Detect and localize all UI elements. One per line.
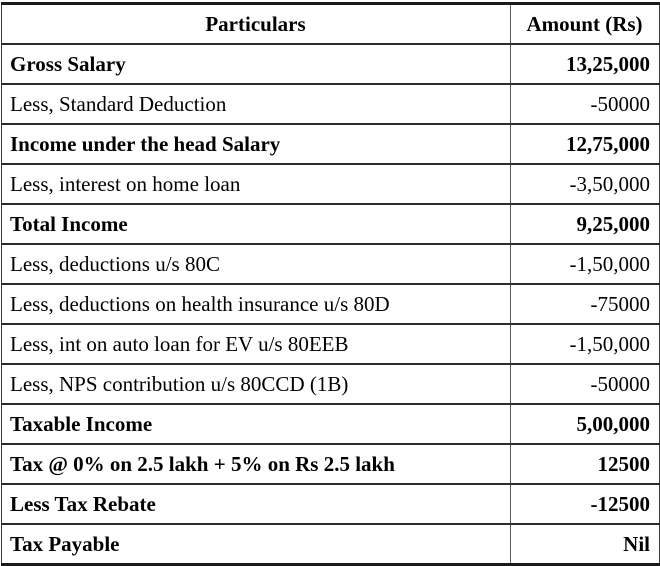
table-row [2, 204, 660, 244]
table-row [2, 324, 660, 364]
cell-particulars: Tax @ 0% on 2.5 lakh + 5% on Rs 2.5 lakh [2, 444, 511, 484]
cell-particulars: Less, Standard Deduction [2, 84, 511, 124]
table-row [2, 364, 660, 404]
cell-amount: Nil [623, 532, 650, 556]
cell-particulars: Less, int on auto loan for EV u/s 80EEB [2, 324, 511, 364]
table-row [2, 84, 660, 124]
cell-amount: -1,50,000 [511, 324, 660, 364]
cell-amount: 12500 [511, 444, 660, 484]
cell-amount: -1,50,000 [511, 244, 660, 284]
table-body [2, 44, 660, 565]
cell-particulars: Less, deductions on health insurance u/s 80D [2, 284, 511, 324]
table-header-row [2, 4, 660, 45]
income-tax-computation-table [1, 2, 660, 566]
cell-particulars: Total Income [2, 204, 511, 244]
table-row [2, 44, 660, 84]
cell-particulars: Gross Salary [2, 44, 511, 84]
cell-amount: 13,25,000 [511, 44, 660, 84]
table-row [2, 444, 660, 484]
cell-particulars: Less, deductions u/s 80C [2, 244, 511, 284]
cell-amount: -12500 [511, 484, 660, 524]
cell-particulars: Tax Payable [2, 524, 511, 565]
cell-particulars: Income under the head Salary [2, 124, 511, 164]
cell-particulars: Less Tax Rebate [2, 484, 511, 524]
cell-particulars: Less, NPS contribution u/s 80CCD (1B) [2, 364, 511, 404]
cell-amount: -50000 [511, 84, 660, 124]
column-header-amount: Amount (Rs) [511, 4, 660, 45]
table-row [2, 124, 660, 164]
cell-amount: -3,50,000 [511, 164, 660, 204]
cell-amount: -50000 [511, 364, 660, 404]
cell-amount: -75000 [511, 284, 660, 324]
table-row [2, 244, 660, 284]
column-header-particulars: Particulars [2, 4, 511, 45]
cell-amount: 5,00,000 [511, 404, 660, 444]
table-header [2, 4, 660, 45]
table-row [2, 484, 660, 524]
table-row [2, 284, 660, 324]
cell-particulars: Less, interest on home loan [2, 164, 511, 204]
table-row [2, 164, 660, 204]
cell-amount: 9,25,000 [511, 204, 660, 244]
table-row [2, 404, 660, 444]
table-row [2, 524, 660, 565]
cell-amount: 12,75,000 [511, 124, 660, 164]
cell-particulars: Taxable Income [2, 404, 511, 444]
